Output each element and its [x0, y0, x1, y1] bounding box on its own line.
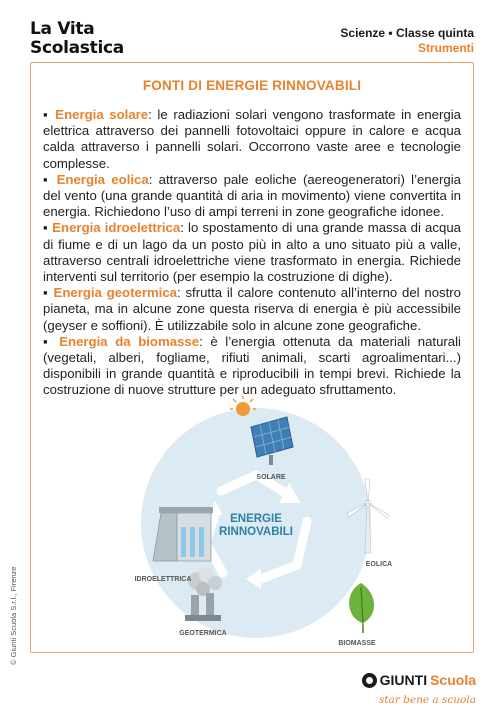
copyright-credit — [9, 470, 19, 670]
desc-biomasse: : è l’energia ottenuta da materiali naturali (vegetali, alberi, fogliame, rifiuti animali, scarti agroalimentari...) disponibili in grande quantità e riproducibili in tempi brevi. Richiede la costruzione di nuove strutture per un adeguato sfruttamento. — [43, 333, 461, 398]
brand-name-main: GIUNTI — [379, 672, 428, 688]
desc-eolica: : attraverso pale eoliche (aereogeneratori) l’energia del vento (una grande quantità di aria in movimento) viene convertita in energia. Richiedono l’uso di ampi terreni in zone geografiche idonee. — [43, 171, 462, 220]
content-card — [30, 62, 474, 653]
center-label-line1: ENERGIE — [230, 513, 282, 525]
leaf-icon — [349, 583, 374, 633]
list-item — [43, 220, 461, 285]
brand-name — [362, 672, 476, 688]
logo-line-2: Scolastica — [30, 38, 124, 58]
label-eolica: EOLICA — [365, 561, 393, 568]
label-geotermica: GEOTERMICA — [179, 630, 227, 637]
subject-label: Scienze • Classe quinta — [340, 26, 474, 40]
brand-name-accent: Scuola — [430, 672, 476, 688]
card-title: FONTI DI ENERGIE RINNOVABILI — [142, 78, 362, 93]
desc-geotermica: : sfrutta il calore contenuto all’interno del nostro pianeta, ma in alcune zone questa riserva di energia è più accessibile (geyser e soffioni). È utilizzabile solo in alcune zone geografiche. — [43, 285, 462, 333]
term-eolica: Energia eolica — [56, 171, 149, 187]
label-solare: SOLARE — [256, 474, 286, 481]
list-item — [43, 172, 461, 221]
credit-text: © Giunti Scuola S.r.l., Firenze — [9, 566, 18, 665]
renewable-energy-diagram — [111, 403, 401, 647]
label-idroelettrica: IDROELETTRICA — [134, 576, 192, 583]
bullet-icon: ▪ — [43, 285, 54, 301]
list-item — [43, 334, 461, 399]
desc-solare: : le radiazioni solari vengono trasformate in energia elettrica attraverso dei pannelli fotovoltaici oppure in calore e acqua calda attraverso i pannelli solari. Occorrono vaste aree e tecnologie complesse. — [43, 107, 461, 171]
desc-idroelettrica: : lo spostamento di una grande massa di acqua di fiume e di un lago da un posto più in alto a uno situato più a valle, attraverso centrali idroelettriche viene trasformato in energia. Richiede interventi sul territorio (per esempio la costruzione di dighe). — [43, 220, 461, 285]
list-item — [43, 107, 461, 172]
diagram-svg — [111, 403, 401, 647]
term-biomasse: Energia da biomasse — [59, 333, 200, 349]
publisher-brand — [362, 672, 476, 706]
center-label-line2: RINNOVABILI — [219, 526, 293, 538]
giunti-logo-icon — [362, 673, 377, 688]
label-biomasse: BIOMASSE — [338, 640, 376, 647]
energy-list — [43, 107, 461, 399]
bullet-icon: ▪ — [43, 220, 53, 236]
term-idroelettrica: Energia idroelettrica — [52, 220, 181, 236]
term-solare: Energia solare — [55, 107, 149, 122]
bullet-icon: ▪ — [43, 333, 60, 349]
brand-tagline: star bene a scuola — [378, 693, 476, 706]
magazine-logo — [30, 20, 124, 58]
section-label: Strumenti — [417, 41, 474, 55]
logo-line-1: La Vita — [30, 19, 95, 39]
bullet-icon: ▪ — [43, 171, 57, 187]
list-item — [43, 285, 461, 334]
term-geotermica: Energia geotermica — [53, 285, 178, 301]
bullet-icon: ▪ — [43, 107, 56, 122]
dam-icon — [153, 507, 213, 561]
header-subject-block — [340, 26, 474, 56]
